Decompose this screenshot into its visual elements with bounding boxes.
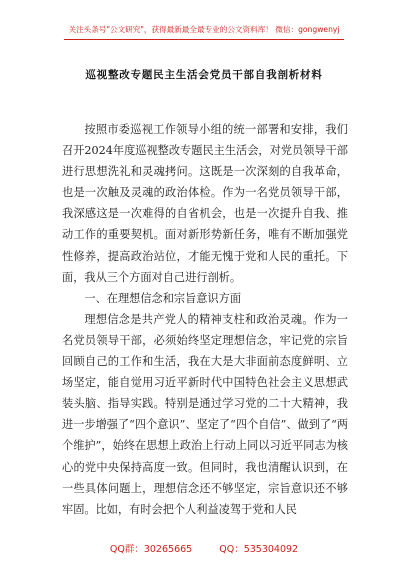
footer-qq-group: QQ群：30265665 — [109, 544, 193, 555]
document-title: 巡视整改专题民主生活会党员干部自我剖析材料 — [85, 69, 323, 81]
paragraph-intro: 按照市委巡视工作领导小组的统一部署和安排，我们召开2024年度巡视整改专题民主生活会，对党员领导干部进行思想洗礼和灵魂拷问。这既是一次深刻的自我革命，也是一次触及灵魂的政治体检。作为一名党员领导干部，我深感这是一次难得的自省机会，也是一次提升自我、推动工作的重要契机。面对新形势新任务，唯有不断加强党性修养，提高政治站位，才能无愧于党和人民的重托。下面，我从三个方面对自己进行剖析。 — [62, 123, 348, 284]
footer-qq-number: QQ：535304092 — [219, 544, 299, 555]
section-heading: 一、在理想信念和宗旨意识方面 — [84, 291, 242, 305]
document-body — [62, 119, 348, 520]
header-note: 关注头条号"公文研究"，获得最新最全最专业的公文资料库！ 微信：gongwenyj — [68, 25, 340, 34]
header-divider — [64, 39, 344, 40]
footer-contact — [0, 541, 408, 555]
paragraph-section-1: 理想信念是共产党人的精神支柱和政治灵魂。作为一名党员领导干部，必须始终坚定理想信念，牢记党的宗旨回顾自己的工作和生活，我在大是大非面前态度鲜明、立场坚定，能自觉用习近平新时代中国特色社会主义思想武装头脑、指导实践。特别是通过学习党的二十大精神，我进一步增强了“四个意识”、坚定了“四个自信”、做到了“两个维护”，始终在思想上政治上行动上同以习近平同志为核心的党中央保持高度一致。但同时，我也清醒认识到，在一些具体问题上，理想信念还不够坚定，宗旨意识还不够牢固。比如，有时会把个人利益凌驾于党和人民 — [62, 312, 348, 516]
